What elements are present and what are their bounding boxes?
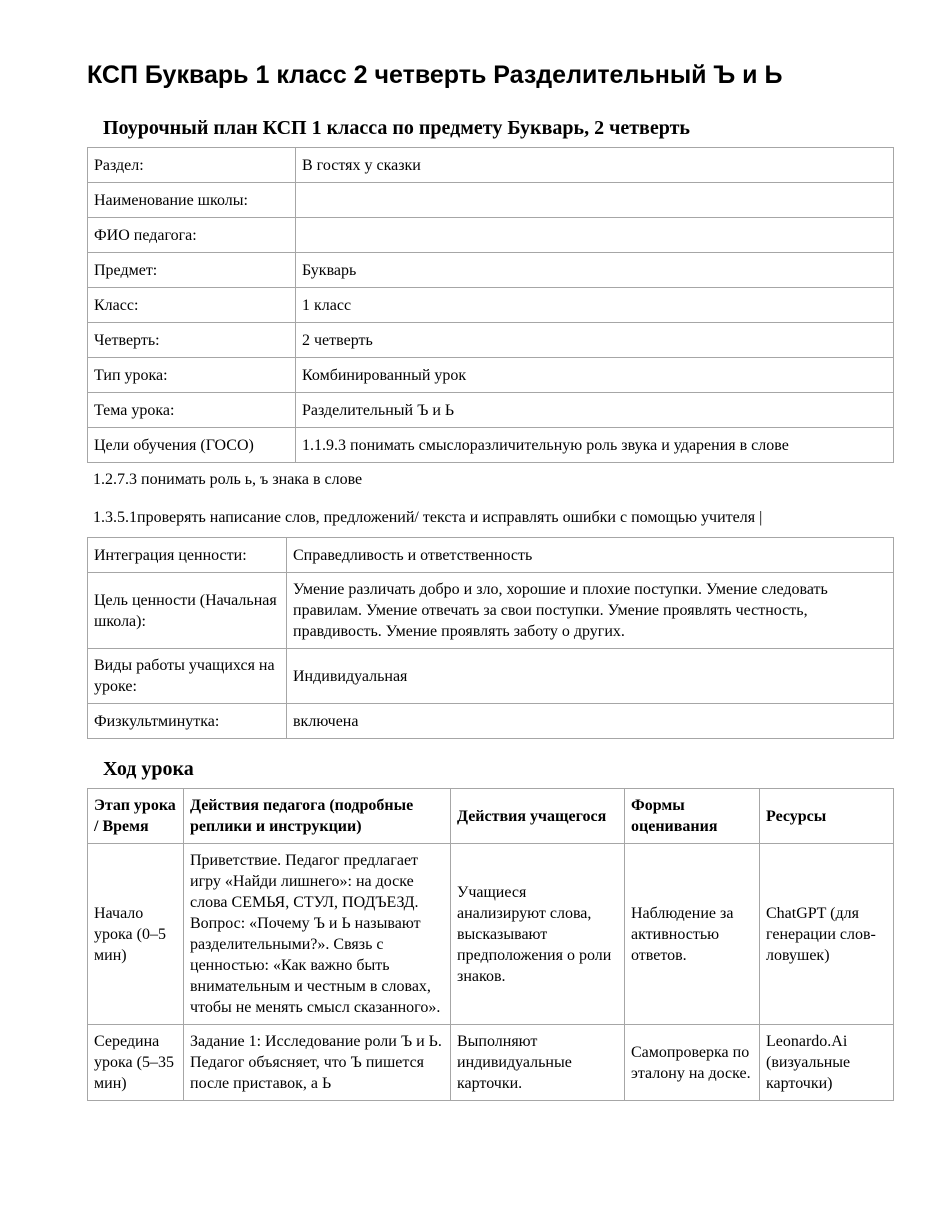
info-label: Класс: <box>88 288 296 323</box>
table-header-row <box>88 789 894 844</box>
values-label: Цель ценности (Начальная школа): <box>88 573 287 649</box>
info-label: Раздел: <box>88 148 296 183</box>
values-label: Виды работы учащихся на уроке: <box>88 649 287 704</box>
info-label: Предмет: <box>88 253 296 288</box>
info-value: В гостях у сказки <box>296 148 894 183</box>
column-header: Действия педагога (подробные реплики и инструкции) <box>184 789 451 844</box>
table-cell: Середина урока (5–35 мин) <box>88 1025 184 1101</box>
table-row <box>88 253 894 288</box>
lesson-heading: Ход урока <box>103 758 194 780</box>
table-cell: Начало урока (0–5 мин) <box>88 844 184 1025</box>
info-label: Цели обучения (ГОСО) <box>88 428 296 463</box>
values-value: Справедливость и ответственность <box>287 538 894 573</box>
info-value <box>296 183 894 218</box>
table-cell: Leonardo.Ai (визуальные карточки) <box>760 1025 894 1101</box>
table-cell: Учащиеся анализируют слова, высказывают предположения о роли знаков. <box>451 844 625 1025</box>
table-cell: Самопроверка по эталону на доске. <box>625 1025 760 1101</box>
table-row <box>88 1025 894 1101</box>
values-table <box>87 537 894 739</box>
info-value: Букварь <box>296 253 894 288</box>
table-row <box>88 183 894 218</box>
table-row <box>88 844 894 1025</box>
column-header: Ресурсы <box>760 789 894 844</box>
values-label: Интеграция ценности: <box>88 538 287 573</box>
info-label: Тема урока: <box>88 393 296 428</box>
table-cell: Приветствие. Педагог предлагает игру «Найди лишнего»: на доске слова СЕМЬЯ, СТУЛ, ПОДЪЕЗД. Вопрос: «Почему Ъ и Ь называют разделительными?». Связь с ценностью: «Как важно быть внимательным и честным в словах, чтобы не менять смысл сказанного». <box>184 844 451 1025</box>
info-value: 1 класс <box>296 288 894 323</box>
table-row <box>88 358 894 393</box>
lesson-flow-table <box>87 788 894 1101</box>
table-row <box>88 538 894 573</box>
table-row <box>88 148 894 183</box>
table-row <box>88 573 894 649</box>
values-value: Умение различать добро и зло, хорошие и плохие поступки. Умение следовать правилам. Умение отвечать за свои поступки. Умение проявлять честность, правдивость. Умение проявлять заботу о других. <box>287 573 894 649</box>
column-header: Формы оценивания <box>625 789 760 844</box>
info-value: Разделительный Ъ и Ь <box>296 393 894 428</box>
table-row <box>88 649 894 704</box>
values-label: Физкультминутка: <box>88 704 287 739</box>
column-header: Этап урока / Время <box>88 789 184 844</box>
info-value <box>296 218 894 253</box>
info-label: Тип урока: <box>88 358 296 393</box>
lesson-info-table <box>87 147 894 463</box>
info-value: 2 четверть <box>296 323 894 358</box>
table-row <box>88 323 894 358</box>
table-row <box>88 393 894 428</box>
table-cell: Задание 1: Исследование роли Ъ и Ь. Педагог объясняет, что Ъ пишется после приставок, а Ь <box>184 1025 451 1101</box>
document-title: КСП Букварь 1 класс 2 четверть Разделительный Ъ и Ь <box>87 61 783 89</box>
info-label: ФИО педагога: <box>88 218 296 253</box>
plan-heading: Поурочный план КСП 1 класса по предмету Букварь, 2 четверть <box>103 117 690 139</box>
table-cell: Выполняют индивидуальные карточки. <box>451 1025 625 1101</box>
info-label: Наименование школы: <box>88 183 296 218</box>
table-row <box>88 704 894 739</box>
column-header: Действия учащегося <box>451 789 625 844</box>
table-cell: ChatGPT (для генерации слов-ловушек) <box>760 844 894 1025</box>
table-row <box>88 428 894 463</box>
learning-goal-line: 1.2.7.3 понимать роль ь, ъ знака в слове <box>93 471 363 488</box>
info-label: Четверть: <box>88 323 296 358</box>
values-value: включена <box>287 704 894 739</box>
table-cell: Наблюдение за активностью ответов. <box>625 844 760 1025</box>
values-value: Индивидуальная <box>287 649 894 704</box>
info-value: 1.1.9.3 понимать смыслоразличительную роль звука и ударения в слове <box>296 428 894 463</box>
learning-goal-line: 1.3.5.1проверять написание слов, предложений/ текста и исправлять ошибки с помощью учителя | <box>93 509 763 526</box>
table-row <box>88 218 894 253</box>
table-row <box>88 288 894 323</box>
info-value: Комбинированный урок <box>296 358 894 393</box>
